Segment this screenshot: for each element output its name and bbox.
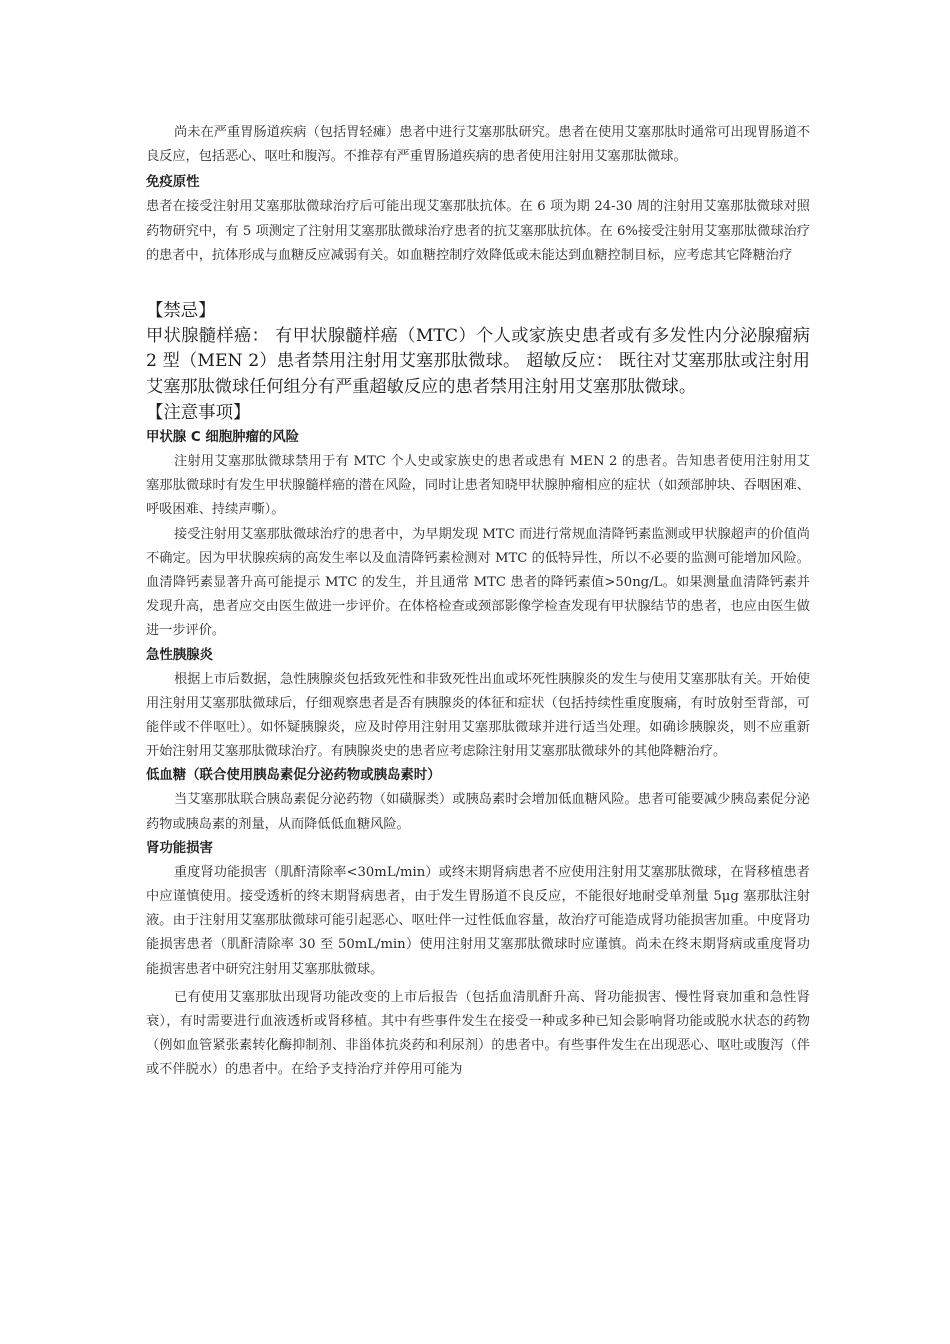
pancreatitis-heading: 急性胰腺炎: [146, 647, 213, 663]
contraindications-heading: 【禁忌】: [146, 301, 216, 322]
thyroid-paragraph-2: 接受注射用艾塞那肽微球治疗的患者中，为早期发现 MTC 而进行常规血清降钙素监测或甲状腺超声的价值尚不确定。因为甲状腺疾病的高发生率以及血清降钙素检测对 MTC 的低特异性，所以不必要的监测可能增加风险。血清降钙素显著升高可能提示 MTC 的发生，并且通常 MTC 患者的降钙素值>50ng/L。如果测量血清降钙素并发现升高，患者应交由医生做进一步评价。在体格检查或颈部影像学检查发现有甲状腺结节的患者，也应由医生做进一步评价。: [146, 526, 810, 639]
renal-paragraph-1: 重度肾功能损害（肌酐清除率<30mL/min）或终末期肾病患者不应使用注射用艾塞那肽微球，在肾移植患者中应谨慎使用。接受透析的终末期肾病患者，由于发生胃肠道不良反应，不能很好地耐受单剂量 5μg 塞那肽注射液。由于注射用艾塞那肽微球可能引起恶心、呕吐伴一过性低血容量，故治疗可能造成肾功能损害加重。中度肾功能损害患者（肌酐清除率 30 至 50mL/min）使用注射用艾塞那肽微球时应谨慎。尚未在终末期肾病或重度肾功能损害患者中研究注射用艾塞那肽微球。: [146, 864, 810, 977]
contraindications-paragraph: 甲状腺髓样癌： 有甲状腺髓样癌（MTC）个人或家族史患者或有多发性内分泌腺瘤病 2 型（MEN 2）患者禁用注射用艾塞那肽微球。 超敏反应： 既往对艾塞那肽或注射用艾塞那肽微球任何组分有严重超敏反应的患者禁用注射用艾塞那肽微球。: [146, 326, 810, 397]
thyroid-heading: 甲状腺 C 细胞肿瘤的风险: [146, 429, 300, 445]
hypoglycemia-paragraph: 当艾塞那肽联合胰岛素促分泌药物（如磺脲类）或胰岛素时会增加低血糖风险。患者可能要减少胰岛素促分泌药物或胰岛素的剂量，从而降低低血糖风险。: [146, 792, 810, 832]
gi-paragraph: 尚未在严重胃肠道疾病（包括胃轻瘫）患者中进行艾塞那肽研究。患者在使用艾塞那肽时通常可出现胃肠道不良反应，包括恶心、呕吐和腹泻。不推荐有严重胃肠道疾病的患者使用注射用艾塞那肽微球。: [146, 125, 810, 165]
hypoglycemia-heading: 低血糖（联合使用胰岛素促分泌药物或胰岛素时）: [146, 768, 441, 784]
precautions-heading: 【注意事项】: [146, 402, 251, 423]
immunogenicity-heading: 免疫原性: [146, 175, 200, 191]
document-page: [146, 0, 810, 1083]
immunogenicity-paragraph: 患者在接受注射用艾塞那肽微球治疗后可能出现艾塞那肽抗体。在 6 项为期 24-30 周的注射用艾塞那肽微球对照药物研究中，有 5 项测定了注射用艾塞那肽微球治疗患者的抗艾塞那肽抗体。在 6%接受注射用艾塞那肽微球治疗的患者中，抗体形成与血糖反应减弱有关。如血糖控制疗效降低或未能达到血糖控制目标，应考虑其它降糖治疗: [146, 199, 810, 263]
renal-heading: 肾功能损害: [146, 840, 213, 856]
renal-paragraph-2: 已有使用艾塞那肽出现肾功能改变的上市后报告（包括血清肌酐升高、肾功能损害、慢性肾衰加重和急性肾衰），有时需要进行血液透析或肾移植。其中有些事件发生在接受一种或多种已知会影响肾功能或脱水状态的药物（例如血管紧张素转化酶抑制剂、非甾体抗炎药和利尿剂）的患者中。有些事件发生在出现恶心、呕吐或腹泻（伴或不伴脱水）的患者中。在给予支持治疗并停用可能为: [146, 989, 810, 1078]
thyroid-paragraph-1: 注射用艾塞那肽微球禁用于有 MTC 个人史或家族史的患者或患有 MEN 2 的患者。告知患者使用注射用艾塞那肽微球时有发生甲状腺髓样癌的潜在风险，同时让患者知晓甲状腺肿瘤相应的症状（如颈部肿块、吞咽困难、呼吸困难、持续声嘶）。: [146, 453, 810, 518]
pancreatitis-paragraph: 根据上市后数据，急性胰腺炎包括致死性和非致死性出血或坏死性胰腺炎的发生与使用艾塞那肽有关。开始使用注射用艾塞那肽微球后，仔细观察患者是否有胰腺炎的体征和症状（包括持续性重度腹痛，有时放射至背部，可能伴或不伴呕吐）。如怀疑胰腺炎，应及时停用注射用艾塞那肽微球并进行适当处理。如确诊胰腺炎，则不应重新开始注射用艾塞那肽微球治疗。有胰腺炎史的患者应考虑除注射用艾塞那肽微球外的其他降糖治疗。: [146, 671, 810, 760]
